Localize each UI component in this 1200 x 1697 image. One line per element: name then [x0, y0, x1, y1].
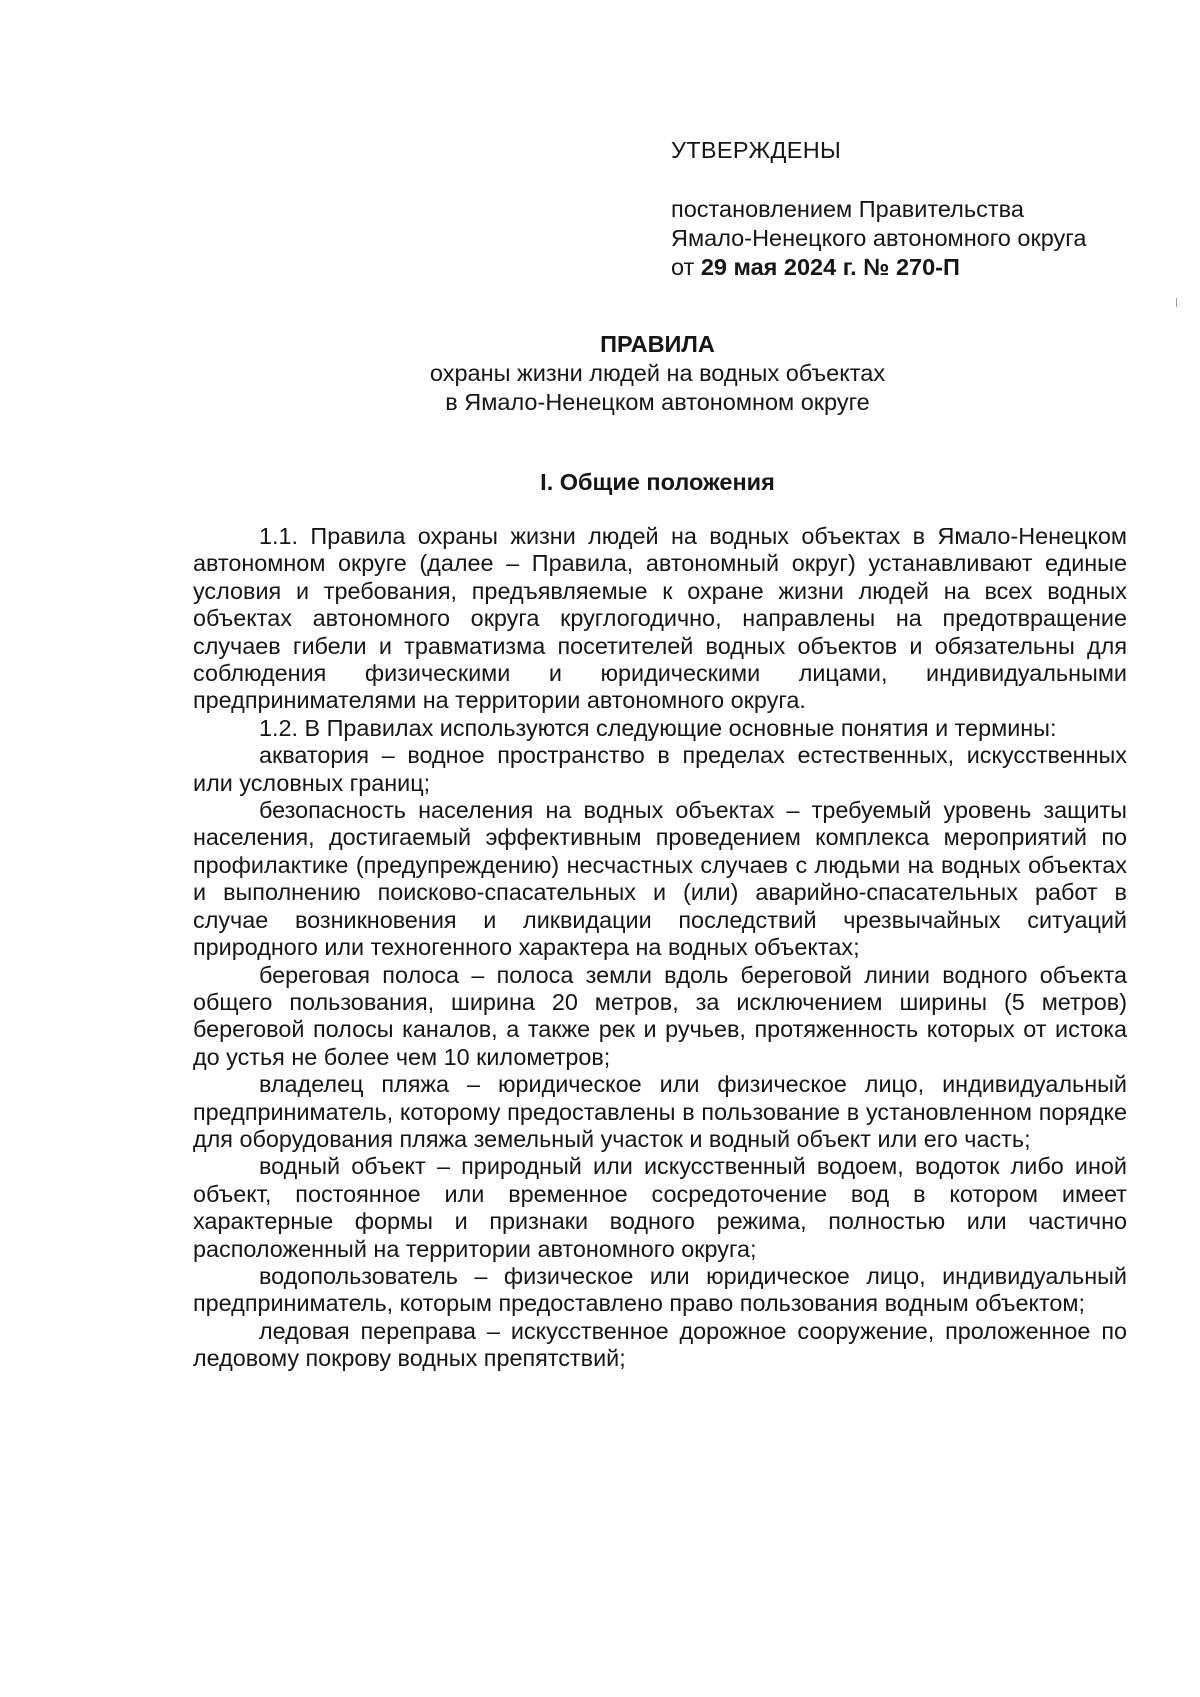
document-subtitle-line-2: в Ямало-Ненецком автономном округе [445, 389, 870, 415]
approval-line-2: Ямало-Ненецкого автономного округа [671, 225, 1087, 251]
decree-prefix: от [671, 254, 695, 280]
decree-date-number: 29 мая 2024 г. № 270-П [700, 254, 960, 280]
term-ledovaya-pereprava: ледовая переправа – искусственное дорожное сооружение, проложенное по ледовому покрову водных препятствий; [193, 1317, 1127, 1372]
approval-line-1: постановлением Правительства [671, 196, 1024, 222]
paragraph-1-2: 1.2. В Правилах используются следующие основные понятия и термины: [259, 714, 1057, 741]
term-vodopolzovatel: водопользователь – физическое или юридическое лицо, индивидуальный предприниматель, которым предоставлено право пользования водным объектом; [193, 1262, 1127, 1317]
section-heading: I. Общие положения [540, 469, 775, 495]
document-title: ПРАВИЛА [600, 331, 715, 357]
document-body [193, 523, 1127, 1373]
decree-reference [671, 253, 1141, 282]
term-akvatoriya: акватория – водное пространство в пределах естественных, искусственных или условных границ; [193, 742, 1127, 796]
term-vodnyi-obekt: водный объект – природный или искусственный водоем, водоток либо иной объект, постоянное или временное сосредоточение вод в котором имеет характерные формы и признаки водного режима, полностью или частично расположенный на территории автономного округа; [193, 1153, 1127, 1262]
term-bezopasnost: безопасность населения на водных объектах – требуемый уровень защиты населения, достигаемый эффективным проведением комплекса мероприятий по профилактике (предупреждению) несчастных случаев с людьми на водных объектах и выполнению поисково-спасательных и (или) аварийно-спасательных работ в случае возникновения и ликвидации последствий чрезвычайных ситуаций природного или техногенного характера на водных объектах; [193, 797, 1127, 961]
document-subtitle-line-1: охраны жизни людей на водных объектах [429, 360, 886, 386]
scan-artifact-mark [1176, 298, 1177, 307]
paragraph-1-1: 1.1. Правила охраны жизни людей на водных объектах в Ямало-Ненецком автономном округе (далее – Правила, автономный округ) устанавливают единые условия и требования, предъявляемые к охране жизни людей на всех водных объектах автономного округа круглогодично, направлены на предотвращение случаев гибели и травматизма посетителей водных объектов и обязательны для соблюдения физическими и юридическими лицами, индивидуальными предпринимателями на территории автономного округа. [193, 523, 1127, 714]
document-title-block [190, 330, 1125, 417]
approval-heading: УТВЕРЖДЕНЫ [671, 137, 842, 163]
term-vladelec-plyazha: владелец пляжа – юридическое или физическое лицо, индивидуальный предприниматель, которому предоставлены в пользование в установленном порядке для оборудования пляжа земельный участок и водный объект или его часть; [193, 1071, 1127, 1152]
approval-block [671, 136, 1141, 282]
term-beregovaya-polosa: береговая полоса – полоса земли вдоль береговой линии водного объекта общего пользования, ширина 20 метров, за исключением ширины (5 метров) береговой полосы каналов, а также рек и ручьев, протяженность которых от истока до устья не более чем 10 километров; [193, 961, 1127, 1070]
